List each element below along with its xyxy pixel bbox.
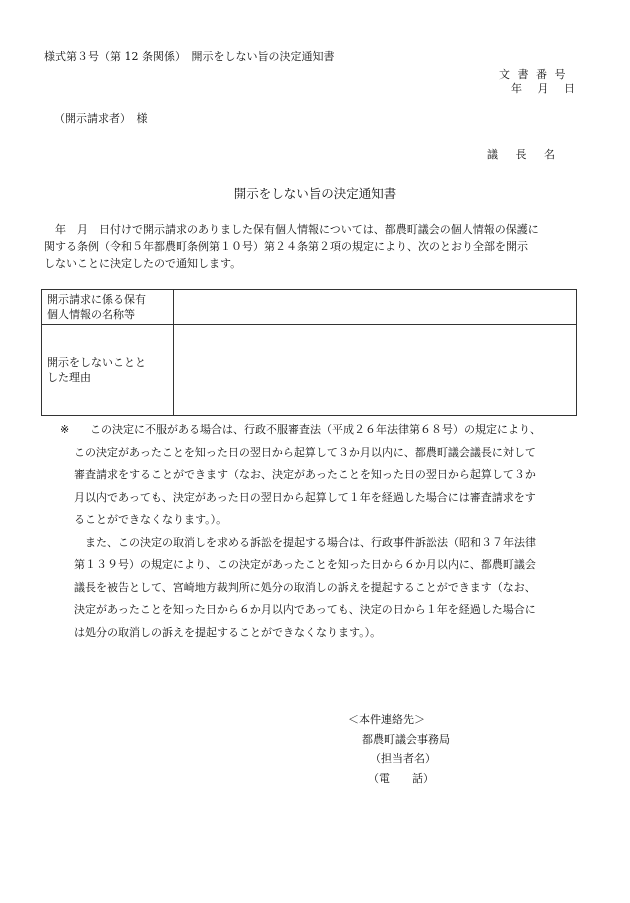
note-paragraph-1 [44, 419, 584, 532]
table-row [42, 325, 577, 416]
note-line: この決定に不服がある場合は、行政不服審査法（平成２６年法律第６８号）の規定により、 [90, 423, 541, 436]
note-line: この決定があったことを知った日の翌日から起算して３か月以内に、都農町議会議長に対して [74, 445, 536, 459]
note-line: 審査請求をすることができます（なお、決定があったことを知った日の翌日から起算して３か [74, 468, 536, 481]
note-line: ることができなくなります。）。 [74, 513, 228, 526]
table-label-line: した理由 [47, 371, 91, 384]
chair-name: 議 長 名 [487, 148, 555, 161]
note-line: 議長を被告として、宮崎地方裁判所に処分の取消しの訴えを提起することができます（なお、 [74, 580, 536, 594]
note-line: 月以内であっても、決定があった日の翌日から起算して１年を経過した場合には審査請求をす [74, 490, 536, 504]
body-line: 年 月 日付けで開示請求のありました保有個人情報については、都農町議会の個人情報の保護に [44, 223, 539, 236]
table-label-line: 開示請求に係る保有 [47, 293, 146, 306]
table-label-cell [42, 325, 174, 416]
note-line: また、この決定の取消しを求める訴訟を提起する場合は、行政事件訴訟法（昭和３７年法律 [74, 535, 536, 549]
contact-person: （担当者名） [370, 752, 436, 765]
info-table [41, 289, 577, 416]
contact-heading: ＜本件連絡先＞ [348, 713, 425, 726]
note-line: は処分の取消しの訴えを提起することができなくなります。）。 [74, 625, 382, 639]
note-mark: ※ [60, 423, 70, 436]
body-line: しないことに決定したので通知します。 [44, 257, 242, 270]
table-value-cell [174, 290, 577, 325]
table-row [42, 290, 577, 325]
date-label: 年 月 日 [511, 82, 575, 95]
body-line: 関する条例（令和５年都農町条例第１０号）第２４条第２項の規定により、次のとおり全部を開示 [44, 240, 528, 253]
document-number-label: 文 書 番 号 [499, 68, 568, 81]
note-line: 第１３９号）の規定により、この決定があったことを知った日から６か月以内に、都農町議会 [74, 558, 536, 571]
contact-block [346, 710, 450, 788]
table-label-cell [42, 290, 174, 325]
note-paragraph-2 [44, 532, 584, 645]
form-number: 様式第３号（第 12 条関係） 開示をしない旨の決定通知書 [44, 50, 335, 63]
body-paragraph [44, 221, 582, 272]
table-value-cell [174, 325, 577, 416]
table-label-line: 開示をしないことと [47, 356, 146, 369]
table-label-line: 個人情報の名称等 [47, 308, 135, 321]
document-title: 開示をしない旨の決定通知書 [233, 186, 397, 201]
note-line: 決定があったことを知った日から６か月以内であっても、決定の日から１年を経過した場合に [74, 603, 536, 616]
contact-office: 都農町議会事務局 [362, 732, 450, 746]
contact-phone: （電 話） [368, 771, 434, 785]
requester-name: （開示請求者） 様 [54, 112, 148, 125]
notes-section [44, 419, 584, 644]
